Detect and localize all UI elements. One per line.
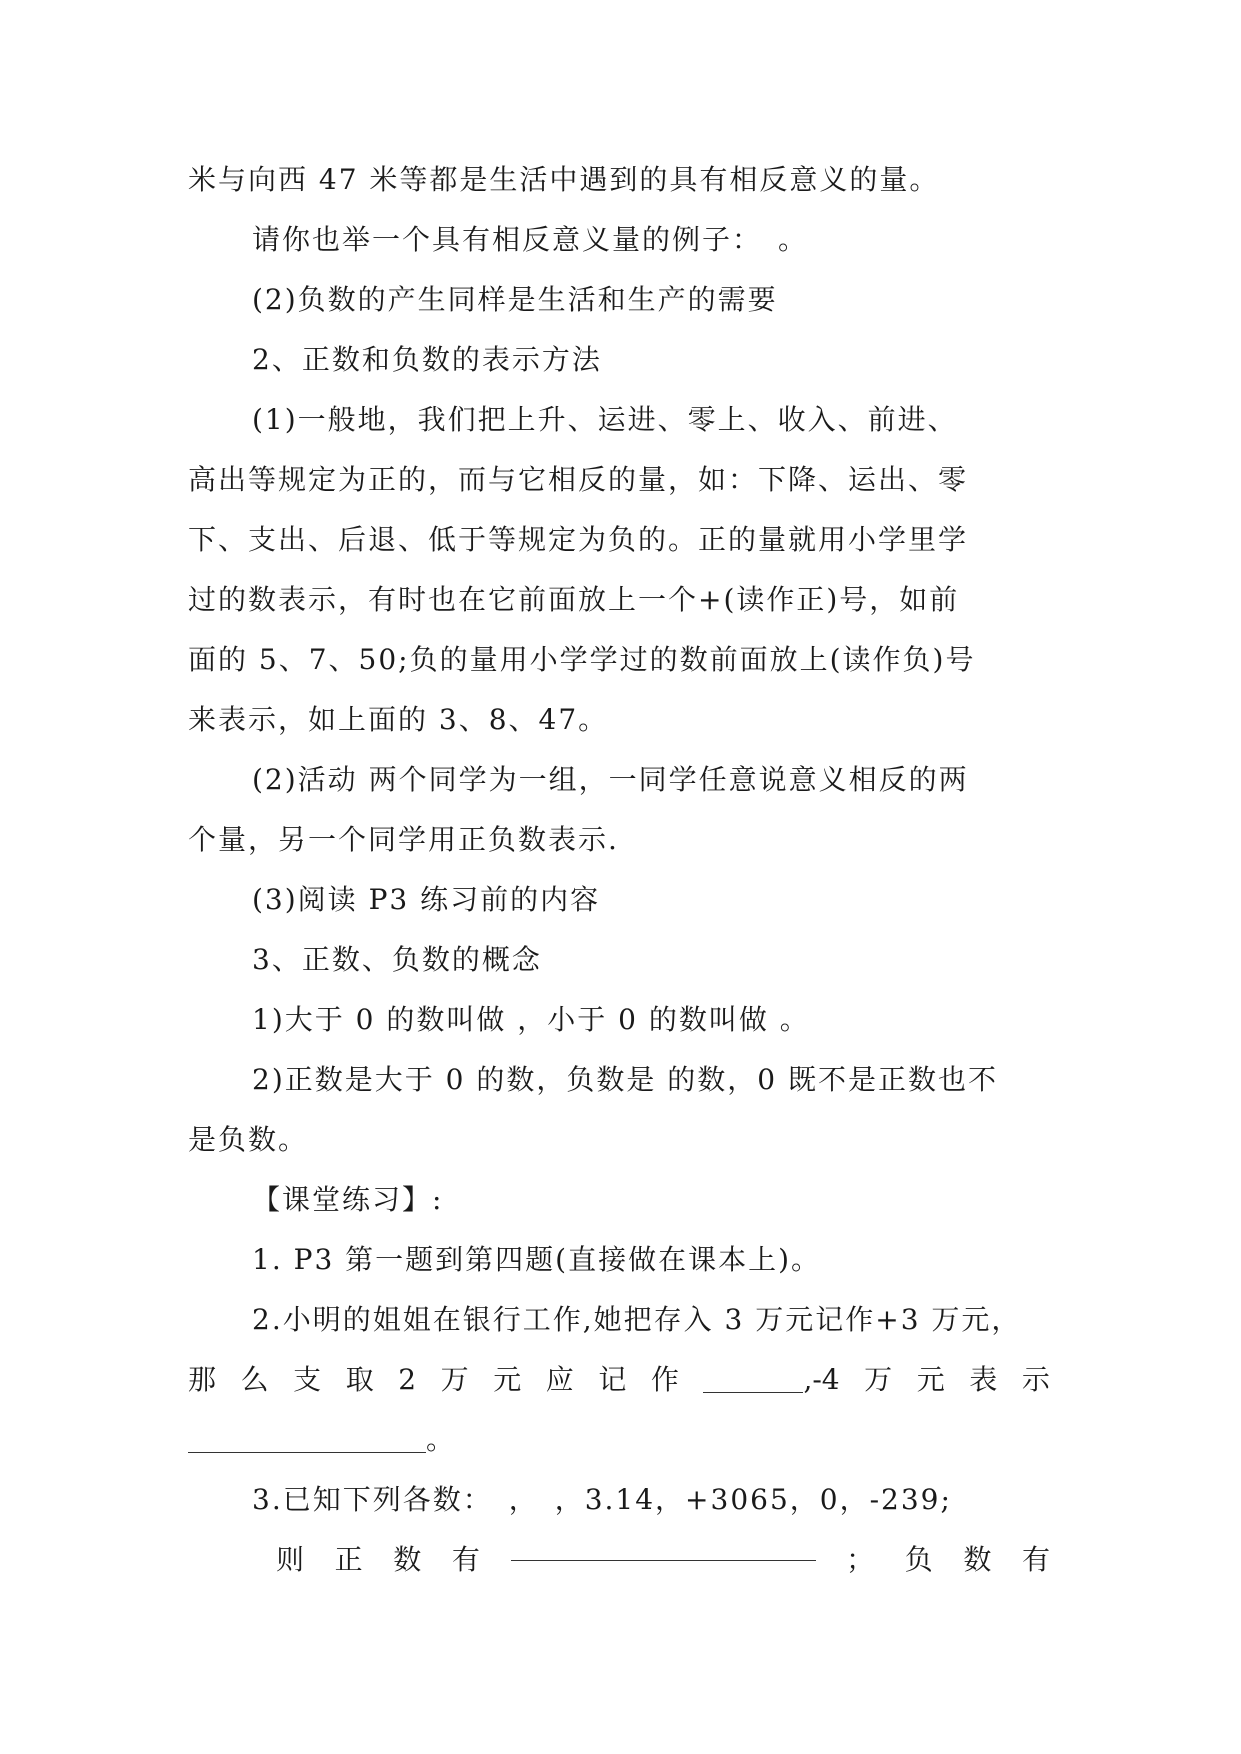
section-heading: 2、正数和负数的表示方法 — [252, 343, 602, 376]
exercise-item: 1. P3 第一题到第四题(直接做在课本上)。 — [252, 1243, 822, 1276]
text-line: 个量，另一个同学用正负数表示. — [188, 823, 619, 856]
text-line: (3)阅读 P3 练习前的内容 — [252, 883, 601, 916]
exercise-item: 2.小明的姐姐在银行工作,她把存入 3 万元记作+3 万元， — [252, 1303, 1022, 1336]
text-line: 是负数。 — [188, 1123, 309, 1156]
answer-blank[interactable] — [188, 1422, 426, 1453]
exercise-item-justified: 那 么 支 取 2 万 元 应 记 作 ,-4 万 元 表 示 — [188, 1363, 1050, 1396]
text-line: 1)大于 0 的数叫做 ，小于 0 的数叫做 。 — [252, 1003, 810, 1036]
text-line: 过的数表示，有时也在它前面放上一个+(读作正)号，如前 — [188, 583, 960, 616]
text-line: (2)活动 两个同学为一组，一同学任意说意义相反的两 — [252, 763, 969, 796]
text-line: 面的 5、7、50;负的量用小学学过的数前面放上(读作负)号 — [188, 643, 976, 676]
text-line: 来表示，如上面的 3、8、47。 — [188, 703, 609, 736]
answer-line: 。 — [188, 1410, 1050, 1470]
text-line: (1)一般地，我们把上升、运进、零上、收入、前进、 — [252, 403, 958, 436]
exercise-item: 3.已知下列各数： ， ，3.14，+3065，0，-239; — [252, 1483, 952, 1516]
text-line: 下、支出、后退、低于等规定为负的。正的量就用小学里学 — [188, 523, 969, 556]
exercise-heading: 【课堂练习】: — [252, 1183, 444, 1216]
text-line: 高出等规定为正的，而与它相反的量，如：下降、运出、零 — [188, 463, 969, 496]
exercise-item-justified: 则 正 数 有 ； 负 数 有 — [188, 1530, 1050, 1590]
text-line: 2)正数是大于 0 的数，负数是 的数，0 既不是正数也不 — [252, 1063, 998, 1096]
section-heading: 3、正数、负数的概念 — [252, 943, 542, 976]
text-line: 请你也举一个具有相反意义量的例子： 。 — [252, 223, 809, 256]
text-line: 米与向西 47 米等都是生活中遇到的具有相反意义的量。 — [188, 163, 940, 196]
answer-blank[interactable] — [703, 1362, 803, 1393]
document-page — [188, 150, 1050, 1590]
answer-blank[interactable] — [511, 1530, 816, 1561]
text-line: (2)负数的产生同样是生活和生产的需要 — [252, 283, 778, 316]
